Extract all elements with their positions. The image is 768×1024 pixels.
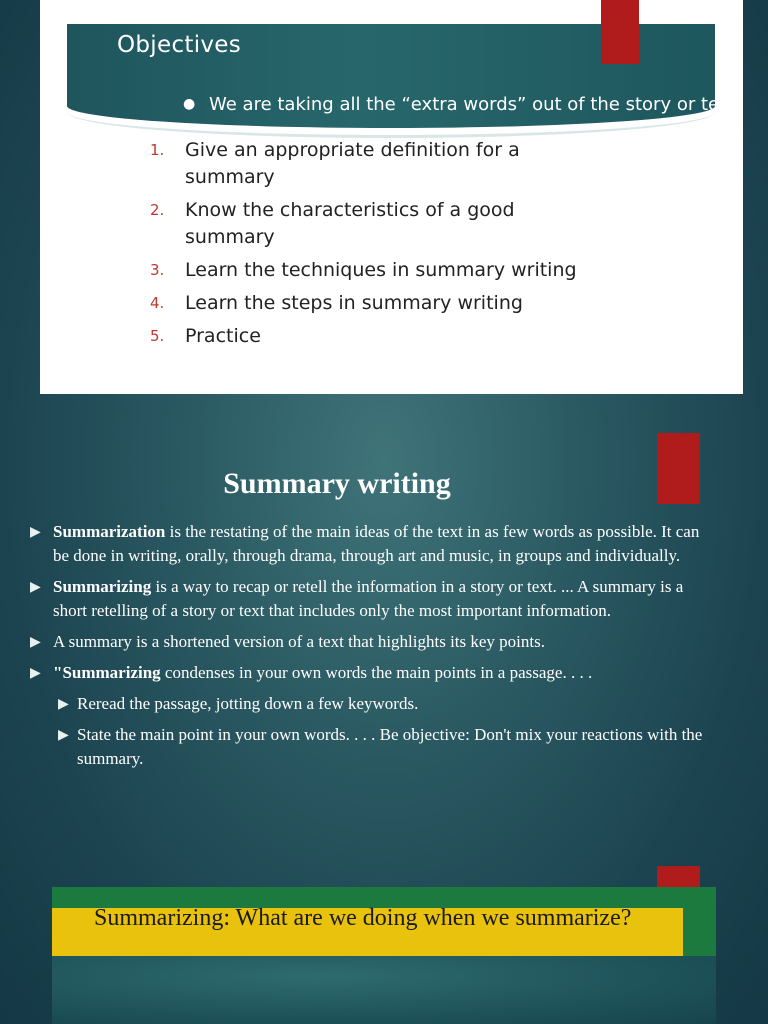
- objective-number: 3.: [150, 261, 165, 279]
- objective-number: 4.: [150, 294, 165, 312]
- bullet-item: [30, 575, 710, 623]
- objective-text: Learn the techniques in summary writing: [185, 259, 577, 281]
- summary-writing-bullets: [30, 520, 710, 778]
- summarizing-body: [52, 956, 716, 1024]
- bullet-bold-term: Summarizing: [53, 577, 152, 596]
- bullet-text: [53, 661, 592, 685]
- objectives-list: [150, 137, 590, 356]
- objective-text: Learn the steps in summary writing: [185, 292, 523, 314]
- bullet-body: condenses in your own words the main points in a passage. . . .: [160, 663, 593, 682]
- sub-bullet-text: Reread the passage, jotting down a few keywords.: [77, 694, 419, 713]
- triangle-bullet-icon: ▶: [30, 579, 41, 595]
- bullet-item: [30, 661, 710, 685]
- summarizing-slide: [52, 887, 716, 1024]
- objective-number: 2.: [150, 201, 165, 219]
- sub-bullet-item: [30, 723, 710, 771]
- triangle-bullet-icon: ▶: [30, 524, 41, 540]
- objectives-title: Objectives: [117, 32, 242, 58]
- objective-text: Give an appropriate definition for a summary: [185, 139, 520, 188]
- triangle-bullet-icon: ▶: [30, 634, 41, 650]
- summarizing-bullet: [183, 93, 742, 116]
- objective-number: 1.: [150, 141, 165, 159]
- objective-item: [150, 137, 590, 191]
- bullet-bold-term: "Summarizing: [53, 663, 161, 682]
- bullet-text: [53, 575, 710, 623]
- objective-item: [150, 323, 590, 350]
- bullet-dot-icon: ●: [183, 96, 196, 112]
- sub-bullet-item: [30, 692, 710, 716]
- bullet-body: is the restating of the main ideas of the text in as few words as possible. It can be done in writing, orally, through drama, through art and music, in groups and individually.: [53, 522, 700, 565]
- objective-text: Know the characteristics of a good summary: [185, 199, 515, 248]
- bullet-body: is a way to recap or retell the information in a story or text. ... A summary is a short retelling of a story or text that includes only the most important information.: [53, 577, 684, 620]
- bullet-body: A summary is a shortened version of a text that highlights its key points.: [53, 632, 545, 651]
- bullet-text: [53, 630, 545, 654]
- red-accent-tab: [601, 0, 639, 64]
- triangle-bullet-icon: ▶: [30, 665, 41, 681]
- objective-item: [150, 197, 590, 251]
- objective-number: 5.: [150, 327, 165, 345]
- triangle-bullet-icon: ▶: [58, 696, 69, 712]
- bullet-text: [53, 520, 710, 568]
- bullet-bold-term: Summarization: [53, 522, 166, 541]
- objective-item: [150, 257, 590, 284]
- red-accent-tab: [657, 866, 700, 888]
- objective-text: Practice: [185, 325, 261, 347]
- triangle-bullet-icon: ▶: [58, 727, 69, 743]
- summary-writing-title: Summary writing: [223, 467, 451, 500]
- summarizing-bullet-text: We are taking all the “extra words” out of the story or text.: [209, 94, 743, 115]
- objective-item: [150, 290, 590, 317]
- bullet-item: [30, 630, 710, 654]
- summarizing-title: Summarizing: What are we doing when we summarize?: [94, 905, 632, 931]
- bullet-item: [30, 520, 710, 568]
- sub-bullet-text: State the main point in your own words. . . . Be objective: Don't mix your reactions with the summary.: [77, 725, 703, 768]
